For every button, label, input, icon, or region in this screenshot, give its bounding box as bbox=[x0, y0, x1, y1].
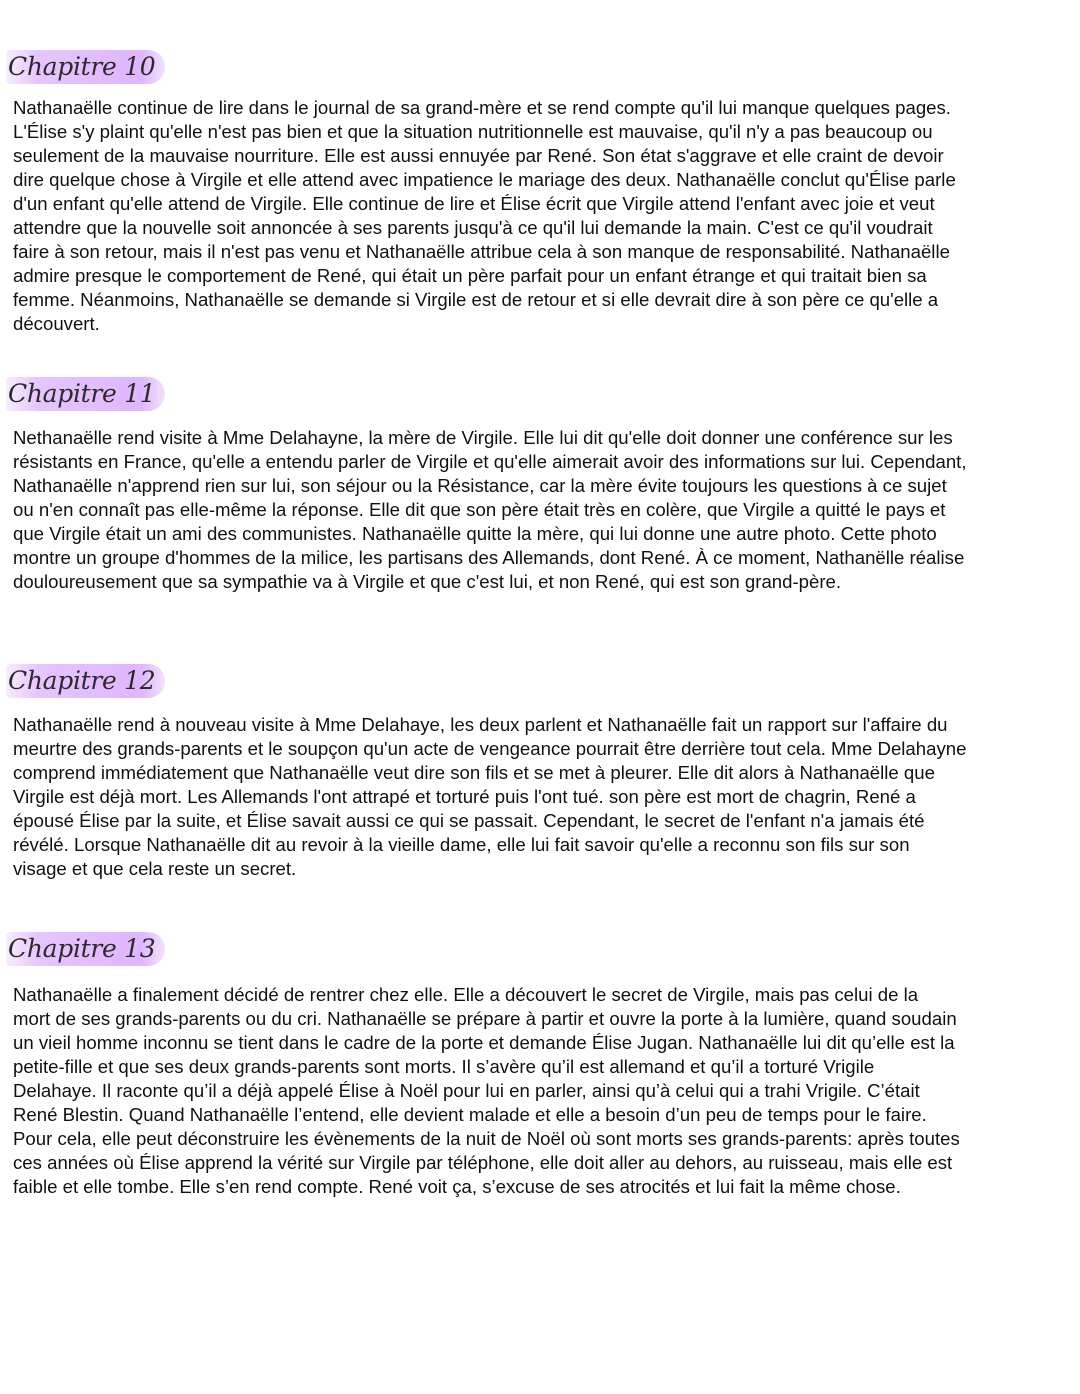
chapter-10-text: Nathanaëlle continue de lire dans le journal de sa grand-mère et se rend compte qu'il lui manque quelques pages. L'Élise s'y plaint qu'elle n'est pas bien et que la situation nutritionnelle est mauvaise, qu'il n'y a pas beaucoup ou seulement de la mauvaise nourriture. Elle est aussi ennuyée par René. Son état s'aggrave et elle craint de devoir dire quelque chose à Virgile et elle attend avec impatience le mariage des deux. Nathanaëlle conclut qu'Élise parle d'un enfant qu'elle attend de Virgile. Elle continue de lire et Élise écrit que Virgile attend l'enfant avec joie et veut attendre que la nouvelle soit annoncée à ses parents jusqu'à ce qu'il lui demande la main. C'est ce qu'il voudrait faire à son retour, mais il n'est pas venu et Nathanaëlle attribue cela à son manque de responsabilité. Nathanaëlle admire presque le comportement de René, qui était un père parfait pour un enfant étrange et qui traitait bien sa femme. Néanmoins, Nathanaëlle se demande si Virgile est de retour et si elle devrait dire à son père ce qu'elle a découvert. bbox=[13, 97, 956, 334]
chapter-10-heading: Chapitre 10 bbox=[6, 50, 165, 84]
chapter-11-section bbox=[0, 377, 1080, 592]
chapter-13-section bbox=[0, 932, 1080, 1197]
chapter-11-text: Nethanaëlle rend visite à Mme Delahayne, la mère de Virgile. Elle lui dit qu'elle doit donner une conférence sur les résistants en France, qu'elle a entendu parler de Virgile et qu'elle aimerait avoir des informations sur lui. Cependant, Nathanaëlle n'apprend rien sur lui, son séjour ou la Résistance, car la mère évite toujours les questions à ce sujet ou n'en connaît pas elle-même la réponse. Elle dit que son père était très en colère, que Virgile a quitté le pays et que Virgile était un ami des communistes. Nathanaëlle quitte la mère, qui lui donne une autre photo. Cette photo montre un groupe d'hommes de la milice, les partisans des Allemands, dont René. À ce moment, Nathanëlle réalise douloureusement que sa sympathie va à Virgile et que c'est lui, et non René, qui est son grand-père. bbox=[13, 427, 967, 592]
chapter-11-heading: Chapitre 11 bbox=[6, 377, 165, 411]
chapter-10-section bbox=[0, 50, 1080, 334]
chapter-12-text: Nathanaëlle rend à nouveau visite à Mme Delahaye, les deux parlent et Nathanaëlle fait un rapport sur l'affaire du meurtre des grands-parents et le soupçon qu'un acte de vengeance pourrait être derrière tout cela. Mme Delahayne comprend immédiatement que Nathanaëlle veut dire son fils et se met à pleurer. Elle dit alors à Nathanaëlle que Virgile est déjà mort. Les Allemands l'ont attrapé et torturé puis l'ont tué. son père est mort de chagrin, René a épousé Élise par la suite, et Élise savait aussi ce qui se passait. Cependant, le secret de l'enfant n'a jamais été révélé. Lorsque Nathanaëlle dit au revoir à la vieille dame, elle lui fait savoir qu'elle a reconnu son fils sur son visage et que cela reste un secret. bbox=[13, 714, 967, 879]
chapter-13-heading: Chapitre 13 bbox=[6, 932, 165, 966]
chapter-13-text: Nathanaëlle a finalement décidé de rentrer chez elle. Elle a découvert le secret de Virgile, mais pas celui de la mort de ses grands-parents ou du cri. Nathanaëlle se prépare à partir et ouvre la porte à la lumière, quand soudain un vieil homme inconnu se tient dans le cadre de la porte et demande Élise Jugan. Nathanaëlle lui dit qu’elle est la petite-fille et que ses deux grands-parents sont morts. Il s’avère qu’il est allemand et qu’il a torturé Vrigile Delahaye. Il raconte qu’il a déjà appelé Élise à Noël pour lui en parler, ainsi qu’à celui qui a trahi Vrigile. C’était René Blestin. Quand Nathanaëlle l’entend, elle devient malade et elle a besoin d’un peu de temps pour le faire. Pour cela, elle peut déconstruire les évènements de la nuit de Noël où sont morts ses grands-parents: après toutes ces années où Élise apprend la vérité sur Virgile par téléphone, elle doit aller au dehors, au ruisseau, mais elle est faible et elle tombe. Elle s’en rend compte. René voit ça, s’excuse de ses atrocités et lui fait la même chose. bbox=[13, 984, 960, 1197]
chapter-12-heading: Chapitre 12 bbox=[6, 664, 165, 698]
chapter-12-section bbox=[0, 664, 1080, 879]
